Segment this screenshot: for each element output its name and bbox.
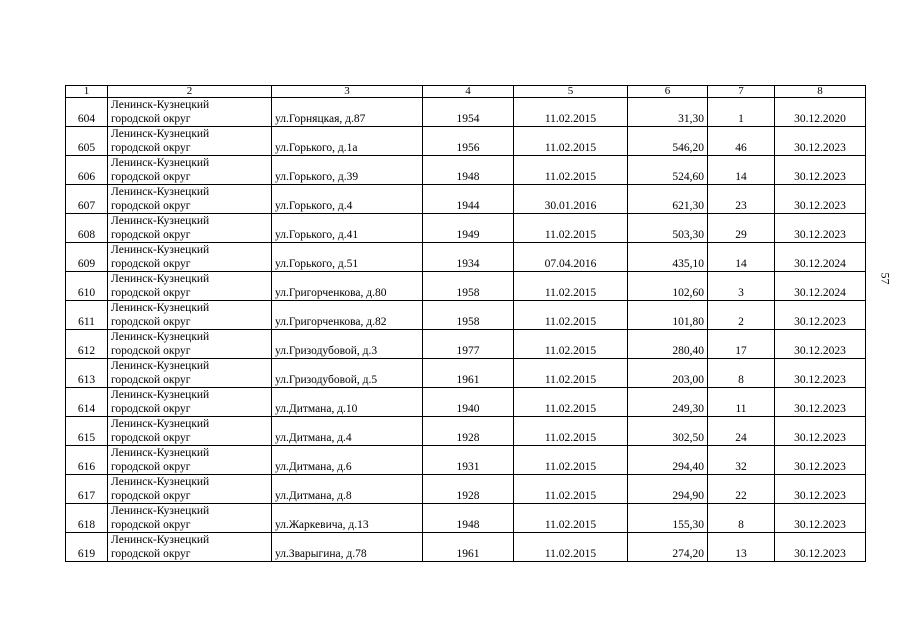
cell-area: 435,10 [628, 243, 708, 272]
cell-date-2: 30.12.2023 [775, 330, 866, 359]
cell-address: ул.Зварыгина, д.78 [272, 533, 423, 562]
cell-date-2: 30.12.2023 [775, 127, 866, 156]
cell-address: ул.Горького, д.1а [272, 127, 423, 156]
cell-area: 294,40 [628, 446, 708, 475]
header-col-5: 5 [514, 86, 628, 98]
cell-number: 612 [66, 330, 108, 359]
cell-address: ул.Горького, д.4 [272, 185, 423, 214]
cell-date-2: 30.12.2020 [775, 98, 866, 127]
table-row [66, 359, 866, 388]
table-row [66, 214, 866, 243]
municipality-line: городской округ [111, 519, 191, 531]
cell-municipality [108, 475, 272, 504]
municipality-line: городской округ [111, 113, 191, 125]
cell-area: 155,30 [628, 504, 708, 533]
header-col-6: 6 [628, 86, 708, 98]
table-header [66, 86, 866, 98]
housing-table [65, 85, 866, 562]
cell-address: ул.Григорченкова, д.80 [272, 272, 423, 301]
cell-date-2: 30.12.2023 [775, 301, 866, 330]
cell-count: 2 [708, 301, 775, 330]
cell-count: 32 [708, 446, 775, 475]
municipality-line: Ленинск-Кузнецкий [111, 244, 210, 256]
cell-year: 1954 [423, 98, 514, 127]
cell-count: 29 [708, 214, 775, 243]
table-row [66, 185, 866, 214]
cell-address: ул.Гризодубовой, д.3 [272, 330, 423, 359]
cell-address: ул.Жаркевича, д.13 [272, 504, 423, 533]
cell-date-1: 11.02.2015 [514, 127, 628, 156]
cell-date-2: 30.12.2023 [775, 504, 866, 533]
municipality-line: городской округ [111, 374, 191, 386]
cell-municipality [108, 330, 272, 359]
municipality-line: городской округ [111, 229, 191, 241]
cell-area: 102,60 [628, 272, 708, 301]
cell-area: 249,30 [628, 388, 708, 417]
cell-date-2: 30.12.2023 [775, 446, 866, 475]
cell-municipality [108, 504, 272, 533]
cell-count: 46 [708, 127, 775, 156]
cell-date-1: 11.02.2015 [514, 301, 628, 330]
cell-number: 604 [66, 98, 108, 127]
cell-number: 614 [66, 388, 108, 417]
municipality-line: городской округ [111, 258, 191, 270]
header-row [66, 86, 866, 98]
header-col-8: 8 [775, 86, 866, 98]
cell-date-2: 30.12.2023 [775, 533, 866, 562]
table-row [66, 504, 866, 533]
cell-date-1: 11.02.2015 [514, 504, 628, 533]
table-row [66, 301, 866, 330]
cell-year: 1948 [423, 156, 514, 185]
cell-address: ул.Гризодубовой, д.5 [272, 359, 423, 388]
cell-municipality [108, 359, 272, 388]
cell-number: 606 [66, 156, 108, 185]
cell-area: 503,30 [628, 214, 708, 243]
table-row [66, 475, 866, 504]
cell-municipality [108, 272, 272, 301]
municipality-line: Ленинск-Кузнецкий [111, 360, 210, 372]
cell-municipality [108, 301, 272, 330]
cell-address: ул.Горького, д.41 [272, 214, 423, 243]
municipality-line: Ленинск-Кузнецкий [111, 418, 210, 430]
cell-date-1: 11.02.2015 [514, 330, 628, 359]
cell-municipality [108, 533, 272, 562]
cell-address: ул.Горького, д.51 [272, 243, 423, 272]
cell-count: 8 [708, 504, 775, 533]
municipality-line: Ленинск-Кузнецкий [111, 186, 210, 198]
table-row [66, 272, 866, 301]
cell-year: 1948 [423, 504, 514, 533]
table-row [66, 156, 866, 185]
cell-count: 17 [708, 330, 775, 359]
cell-count: 22 [708, 475, 775, 504]
cell-area: 274,20 [628, 533, 708, 562]
cell-date-2: 30.12.2023 [775, 417, 866, 446]
cell-address: ул.Горняцкая, д.87 [272, 98, 423, 127]
cell-municipality [108, 156, 272, 185]
cell-address: ул.Григорченкова, д.82 [272, 301, 423, 330]
cell-address: ул.Дитмана, д.6 [272, 446, 423, 475]
table-row [66, 127, 866, 156]
cell-date-2: 30.12.2023 [775, 156, 866, 185]
table-row [66, 446, 866, 475]
cell-number: 615 [66, 417, 108, 446]
cell-number: 613 [66, 359, 108, 388]
cell-municipality [108, 127, 272, 156]
cell-date-2: 30.12.2023 [775, 185, 866, 214]
cell-municipality [108, 185, 272, 214]
municipality-line: Ленинск-Кузнецкий [111, 534, 210, 546]
table-row [66, 417, 866, 446]
header-col-2: 2 [108, 86, 272, 98]
cell-date-2: 30.12.2023 [775, 388, 866, 417]
cell-count: 24 [708, 417, 775, 446]
cell-municipality [108, 243, 272, 272]
cell-area: 203,00 [628, 359, 708, 388]
municipality-line: Ленинск-Кузнецкий [111, 447, 210, 459]
municipality-line: Ленинск-Кузнецкий [111, 157, 210, 169]
municipality-line: городской округ [111, 316, 191, 328]
municipality-line: городской округ [111, 200, 191, 212]
cell-address: ул.Дитмана, д.10 [272, 388, 423, 417]
cell-address: ул.Дитмана, д.4 [272, 417, 423, 446]
cell-year: 1958 [423, 301, 514, 330]
cell-year: 1931 [423, 446, 514, 475]
municipality-line: городской округ [111, 432, 191, 444]
header-col-4: 4 [423, 86, 514, 98]
cell-date-1: 11.02.2015 [514, 475, 628, 504]
cell-count: 1 [708, 98, 775, 127]
cell-date-2: 30.12.2023 [775, 359, 866, 388]
cell-date-1: 11.02.2015 [514, 417, 628, 446]
cell-date-1: 11.02.2015 [514, 272, 628, 301]
cell-number: 607 [66, 185, 108, 214]
cell-date-2: 30.12.2023 [775, 475, 866, 504]
cell-area: 546,20 [628, 127, 708, 156]
cell-number: 605 [66, 127, 108, 156]
cell-address: ул.Горького, д.39 [272, 156, 423, 185]
cell-year: 1977 [423, 330, 514, 359]
municipality-line: городской округ [111, 287, 191, 299]
cell-area: 280,40 [628, 330, 708, 359]
municipality-line: Ленинск-Кузнецкий [111, 389, 210, 401]
cell-year: 1928 [423, 417, 514, 446]
cell-municipality [108, 417, 272, 446]
table-row [66, 388, 866, 417]
cell-date-2: 30.12.2023 [775, 214, 866, 243]
cell-year: 1958 [423, 272, 514, 301]
cell-count: 3 [708, 272, 775, 301]
cell-municipality [108, 98, 272, 127]
cell-municipality [108, 388, 272, 417]
cell-count: 11 [708, 388, 775, 417]
cell-date-1: 11.02.2015 [514, 388, 628, 417]
table-row [66, 98, 866, 127]
cell-year: 1934 [423, 243, 514, 272]
municipality-line: городской округ [111, 461, 191, 473]
cell-date-2: 30.12.2024 [775, 272, 866, 301]
cell-date-1: 11.02.2015 [514, 156, 628, 185]
cell-address: ул.Дитмана, д.8 [272, 475, 423, 504]
municipality-line: Ленинск-Кузнецкий [111, 505, 210, 517]
cell-count: 23 [708, 185, 775, 214]
cell-date-1: 11.02.2015 [514, 98, 628, 127]
table-row [66, 243, 866, 272]
header-col-7: 7 [708, 86, 775, 98]
cell-area: 101,80 [628, 301, 708, 330]
cell-municipality [108, 214, 272, 243]
cell-municipality [108, 446, 272, 475]
municipality-line: Ленинск-Кузнецкий [111, 331, 210, 343]
cell-date-1: 11.02.2015 [514, 359, 628, 388]
municipality-line: городской округ [111, 490, 191, 502]
cell-number: 610 [66, 272, 108, 301]
cell-area: 31,30 [628, 98, 708, 127]
cell-number: 608 [66, 214, 108, 243]
cell-number: 619 [66, 533, 108, 562]
cell-year: 1940 [423, 388, 514, 417]
cell-number: 616 [66, 446, 108, 475]
municipality-line: городской округ [111, 548, 191, 560]
cell-area: 621,30 [628, 185, 708, 214]
header-col-1: 1 [66, 86, 108, 98]
cell-area: 302,50 [628, 417, 708, 446]
table-row [66, 330, 866, 359]
municipality-line: Ленинск-Кузнецкий [111, 99, 210, 111]
cell-date-1: 07.04.2016 [514, 243, 628, 272]
cell-number: 618 [66, 504, 108, 533]
cell-area: 524,60 [628, 156, 708, 185]
cell-year: 1944 [423, 185, 514, 214]
table-row [66, 533, 866, 562]
municipality-line: Ленинск-Кузнецкий [111, 273, 210, 285]
municipality-line: городской округ [111, 345, 191, 357]
table-body [66, 98, 866, 562]
municipality-line: городской округ [111, 403, 191, 415]
cell-number: 609 [66, 243, 108, 272]
cell-date-1: 30.01.2016 [514, 185, 628, 214]
municipality-line: городской округ [111, 171, 191, 183]
cell-count: 14 [708, 156, 775, 185]
municipality-line: городской округ [111, 142, 191, 154]
cell-area: 294,90 [628, 475, 708, 504]
cell-date-1: 11.02.2015 [514, 446, 628, 475]
municipality-line: Ленинск-Кузнецкий [111, 215, 210, 227]
header-col-3: 3 [272, 86, 423, 98]
cell-date-1: 11.02.2015 [514, 214, 628, 243]
municipality-line: Ленинск-Кузнецкий [111, 476, 210, 488]
cell-year: 1961 [423, 533, 514, 562]
cell-year: 1928 [423, 475, 514, 504]
municipality-line: Ленинск-Кузнецкий [111, 128, 210, 140]
cell-count: 14 [708, 243, 775, 272]
cell-date-2: 30.12.2024 [775, 243, 866, 272]
cell-count: 13 [708, 533, 775, 562]
cell-date-1: 11.02.2015 [514, 533, 628, 562]
municipality-line: Ленинск-Кузнецкий [111, 302, 210, 314]
cell-count: 8 [708, 359, 775, 388]
cell-year: 1956 [423, 127, 514, 156]
cell-number: 611 [66, 301, 108, 330]
cell-number: 617 [66, 475, 108, 504]
page-number: 57 [878, 272, 893, 285]
cell-year: 1949 [423, 214, 514, 243]
cell-year: 1961 [423, 359, 514, 388]
